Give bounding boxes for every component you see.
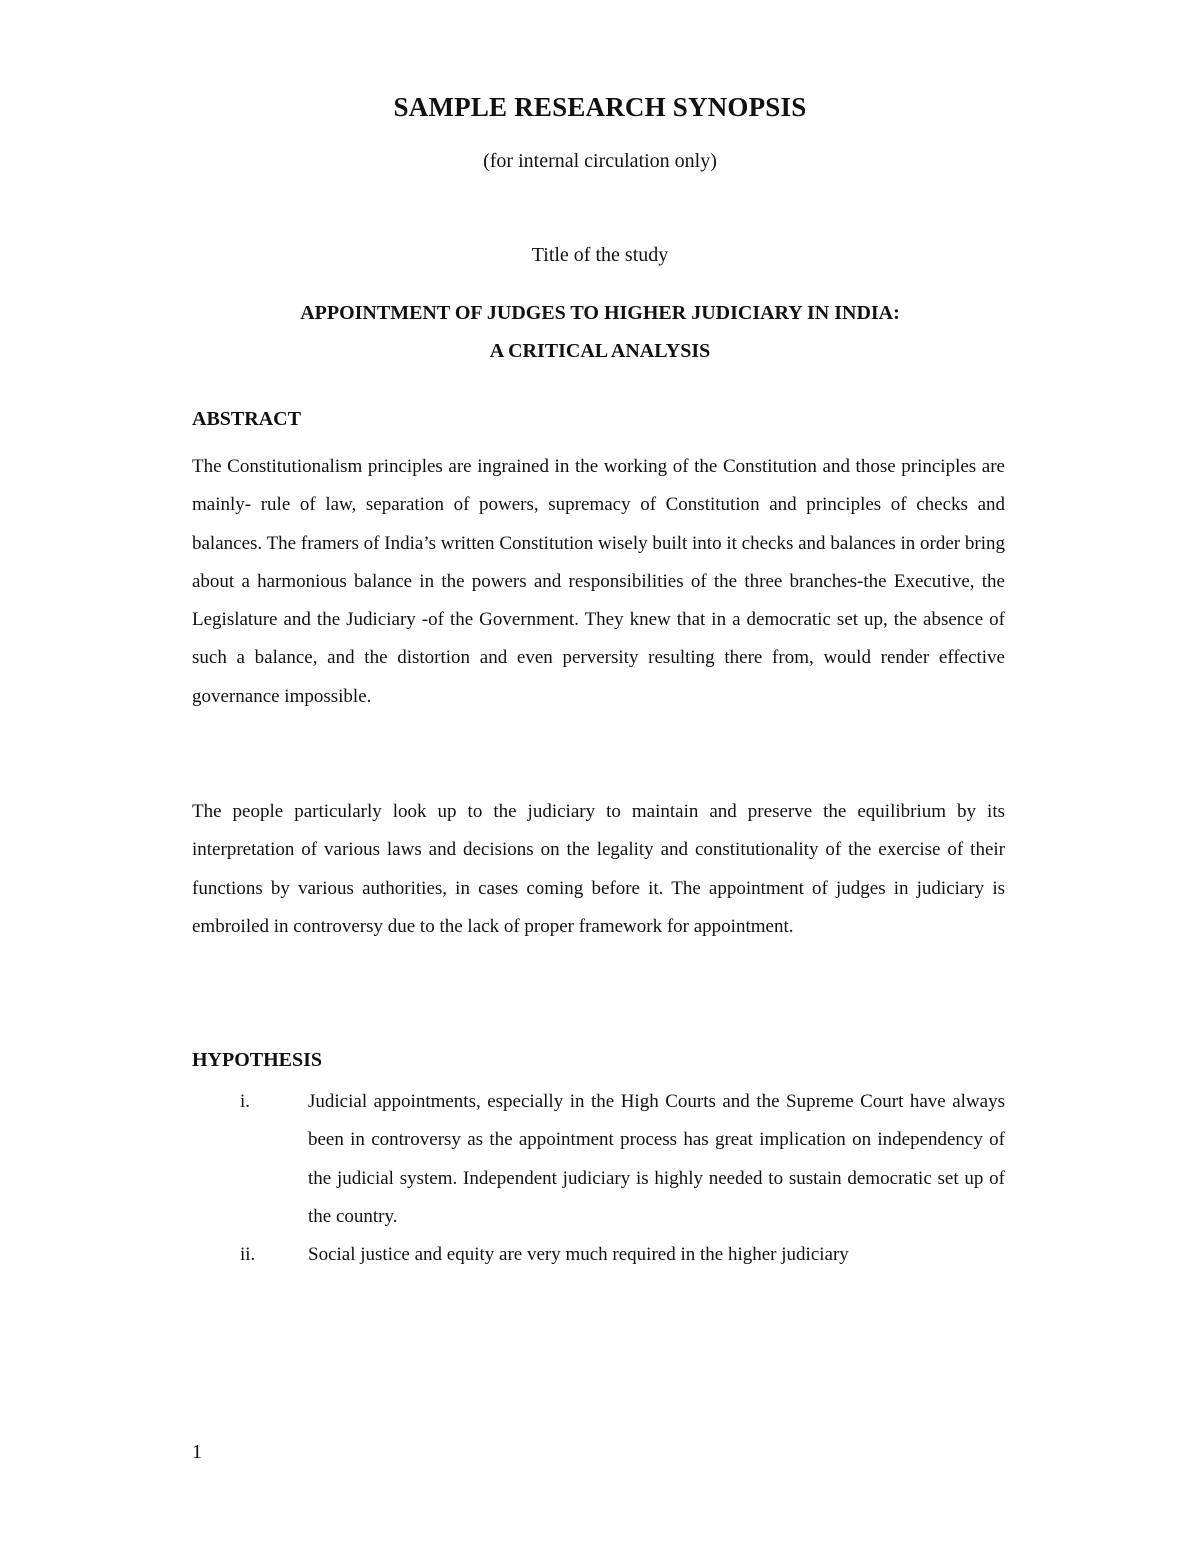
study-title-label: Title of the study (531, 244, 669, 266)
study-title (0, 294, 1200, 370)
hypothesis-item-number: ii. (240, 1244, 256, 1266)
page-number: 1 (192, 1441, 202, 1463)
hypothesis-item-text: Judicial appointments, especially in the High Courts and the Supreme Court have always been in controversy as the appointment process has great implication on independency of the judicial system. Independent judiciary is highly needed to sustain democratic set up of the country. (308, 1091, 1005, 1227)
hypothesis-item (192, 1236, 1005, 1274)
hypothesis-list (192, 1083, 1005, 1274)
study-title-line-2: A CRITICAL ANALYSIS (489, 340, 711, 362)
hypothesis-item-number: i. (240, 1091, 251, 1112)
document-title: SAMPLE RESEARCH SYNOPSIS (393, 92, 807, 122)
abstract-paragraph-2: The people particularly look up to the judiciary to maintain and preserve the equilibrium by its interpretation of various laws and decisions on the legality and constitutionality of the exercise of their functions by various authorities, in cases coming before it. The appointment of judges in judiciary is embroiled in controversy due to the lack of proper framework for appointment. (192, 801, 1005, 937)
abstract-paragraph-1: The Constitutionalism principles are ingrained in the working of the Constitution and those principles are mainly- rule of law, separation of powers, supremacy of Constitution and principles of checks and balances. The framers of India’s written Constitution wisely built into it checks and balances in order bring about a harmonious balance in the powers and responsibilities of the three branches-the Executive, the Legislature and the Judiciary -of the Government. They knew that in a democratic set up, the absence of such a balance, and the distortion and even perversity resulting there from, would render effective governance impossible. (192, 456, 1005, 707)
study-title-line-1: APPOINTMENT OF JUDGES TO HIGHER JUDICIARY IN INDIA: (300, 302, 900, 324)
hypothesis-heading: HYPOTHESIS (192, 1049, 323, 1071)
document-subtitle: (for internal circulation only) (483, 150, 717, 172)
hypothesis-item-text: Social justice and equity are very much required in the higher judiciary (308, 1244, 849, 1266)
hypothesis-item (192, 1083, 1005, 1236)
abstract-heading: ABSTRACT (192, 408, 301, 430)
